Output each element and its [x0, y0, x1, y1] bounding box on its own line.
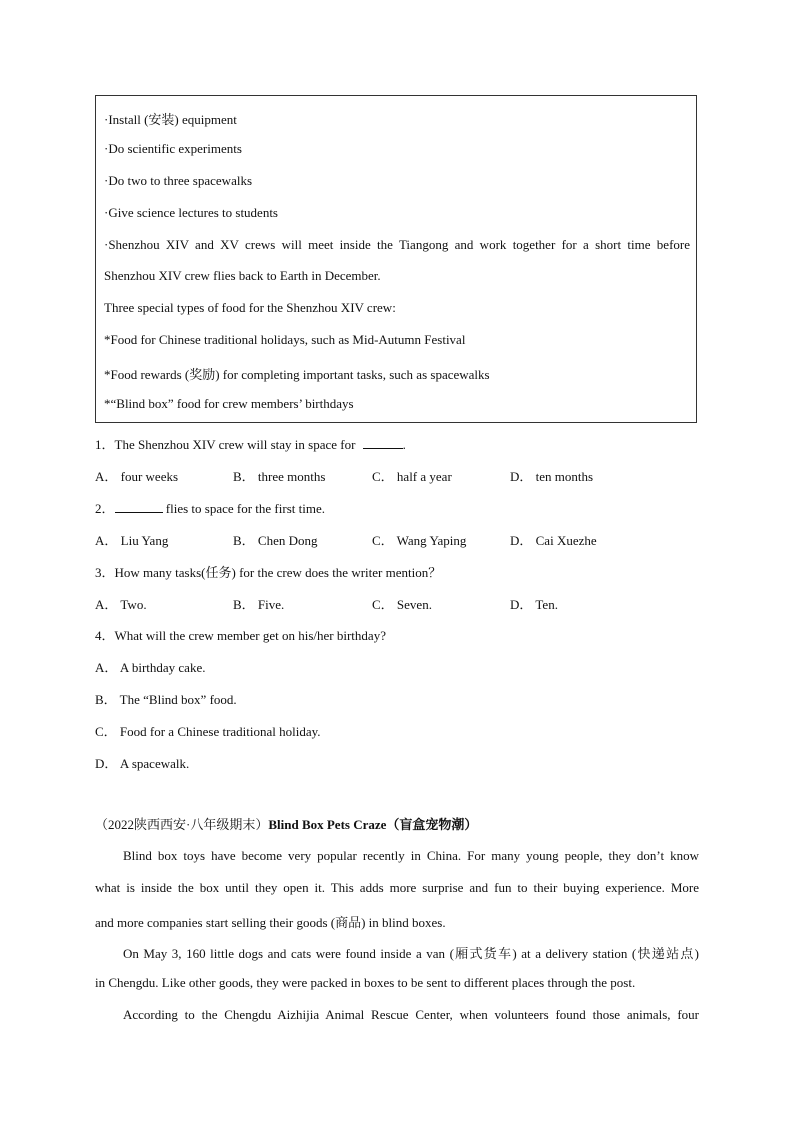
option-a: A． Liu Yang [95, 533, 169, 548]
option-d: D． Cai Xuezhe [510, 533, 597, 548]
option-a: A． Two. [95, 597, 147, 612]
question-stem-end: . [402, 437, 406, 452]
box-line: Three special types of food for the Shenzhou XIV crew: [104, 300, 396, 315]
option-d: D． Ten. [510, 597, 558, 612]
question-stem: 1．The Shenzhou XIV crew will stay in space for [95, 437, 356, 452]
paragraph-line: On May 3, 160 little dogs and cats were found inside a van (厢式货车) at a delivery station (快递站点) [123, 946, 699, 961]
passage-source: （2022陕西西安·八年级期末） [95, 817, 269, 832]
passage-title: Blind Box Pets Craze（盲盒宠物潮） [268, 817, 478, 832]
option-a: A． four weeks [95, 469, 179, 484]
option-c: C． Seven. [372, 597, 432, 612]
box-line: ·Do scientific experiments [104, 141, 242, 156]
option-a: A． A birthday cake. [95, 660, 206, 675]
answer-blank [115, 500, 163, 513]
question-3: 3．How many tasks(任务) for the crew does the writer mention？ [95, 565, 442, 580]
question-4: 4．What will the crew member get on his/her birthday? [95, 628, 386, 643]
paragraph-line: and more companies start selling their goods (商品) in blind boxes. [95, 915, 446, 930]
paragraph-line: what is inside the box until they open it. This adds more surprise and fun to their buying experience. More [95, 880, 699, 895]
box-line: ·Install (安装) equipment [104, 112, 237, 127]
option-b: B． Chen Dong [233, 533, 318, 548]
box-line: Shenzhou XIV crew flies back to Earth in December. [104, 268, 381, 283]
question-2 [95, 498, 325, 517]
option-d: D． A spacewalk. [95, 756, 190, 771]
option-b: B． The “Blind box” food. [95, 692, 237, 707]
option-b: B． Five. [233, 597, 285, 612]
answer-blank [363, 436, 403, 449]
box-line: *“Blind box” food for crew members’ birthdays [104, 396, 354, 411]
question-stem-end: flies to space for the first time. [162, 501, 325, 516]
info-box [95, 95, 697, 423]
box-line: ·Shenzhou XIV and XV crews will meet inside the Tiangong and work together for a short time before [104, 237, 690, 252]
paragraph-line: According to the Chengdu Aizhijia Animal Rescue Center, when volunteers found those animals, four [123, 1007, 699, 1022]
question-stem: 2． [95, 501, 115, 516]
paragraph-line: Blind box toys have become very popular recently in China. For many young people, they don’t know [123, 848, 699, 863]
option-d: D． ten months [510, 469, 594, 484]
option-c: C． Food for a Chinese traditional holiday. [95, 724, 321, 739]
box-line: ·Give science lectures to students [104, 205, 278, 220]
question-1 [95, 434, 406, 453]
box-line: *Food rewards (奖励) for completing important tasks, such as spacewalks [104, 367, 490, 382]
box-line: *Food for Chinese traditional holidays, such as Mid-Autumn Festival [104, 332, 466, 347]
option-b: B． three months [233, 469, 326, 484]
paragraph-line: in Chengdu. Like other goods, they were packed in boxes to be sent to different places through the post. [95, 975, 636, 990]
box-line: ·Do two to three spacewalks [104, 173, 253, 188]
passage-heading [95, 814, 477, 833]
option-c: C． half a year [372, 469, 452, 484]
option-c: C． Wang Yaping [372, 533, 467, 548]
